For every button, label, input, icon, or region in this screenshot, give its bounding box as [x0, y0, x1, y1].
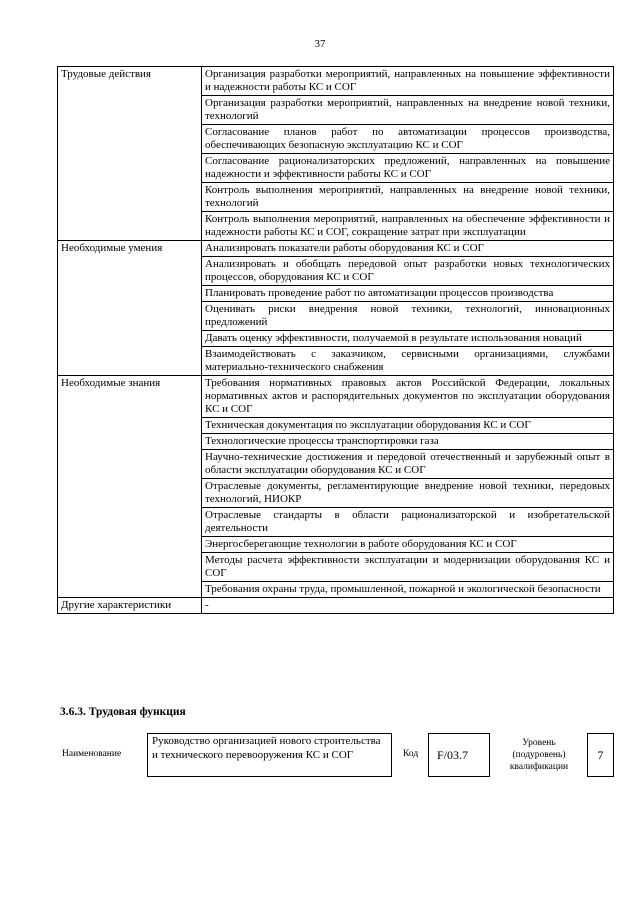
item-cell: Научно-технические достижения и передовой отечественный и зарубежный опыт в области эксплуатации оборудования КС и СОГ — [202, 450, 614, 479]
item-cell: Согласование планов работ по автоматизации процессов производства, обеспечивающих безопасную эксплуатацию КС и СОГ — [202, 125, 614, 154]
item-cell: Техническая документация по эксплуатации оборудования КС и СОГ — [202, 418, 614, 434]
item-cell: Анализировать и обобщать передовой опыт разработки новых технологических процессов, оборудования КС и СОГ — [202, 257, 614, 286]
name-label: Наименование — [62, 749, 122, 759]
item-cell: Требования охраны труда, промышленной, пожарной и экологической безопасности — [202, 582, 614, 598]
item-cell: Отраслевые документы, регламентирующие внедрение новой техники, передовых технологий, НИОКР — [202, 479, 614, 508]
section-heading: 3.6.3. Трудовая функция — [60, 706, 186, 718]
item-cell: Давать оценку эффективности, получаемой в результате использования новаций — [202, 331, 614, 347]
level-label: Уровень (подуровень) квалификации — [509, 738, 569, 772]
item-cell: Организация разработки мероприятий, направленных на повышение эффективности и надежности работы КС и СОГ — [202, 67, 614, 96]
function-code-box: F/03.7 — [428, 733, 490, 777]
item-cell: Контроль выполнения мероприятий, направленных на внедрение новой техники, технологий — [202, 183, 614, 212]
function-name-box: Руководство организацией нового строительства и технического перевооружения КС и СОГ — [147, 733, 392, 777]
item-cell: - — [202, 598, 614, 614]
item-cell: Технологические процессы транспортировки газа — [202, 434, 614, 450]
table-row — [58, 241, 614, 257]
code-label: Код — [403, 749, 419, 759]
category-cell: Необходимые умения — [58, 241, 202, 376]
item-cell: Контроль выполнения мероприятий, направленных на обеспечение эффективности и надежности работы КС и СОГ, сокращение затрат при эксплуатации — [202, 212, 614, 241]
item-cell: Требования нормативных правовых актов Российской Федерации, локальных нормативных актов и распорядительных документов по эксплуатации оборудования КС и СОГ — [202, 376, 614, 418]
item-cell: Методы расчета эффективности эксплуатации и модернизации оборудования КС и СОГ — [202, 553, 614, 582]
qualification-level-box: 7 — [587, 733, 614, 777]
competency-table — [57, 66, 614, 614]
item-cell: Согласование рационализаторских предложений, направленных на повышение надежности и эффективности работы КС и СОГ — [202, 154, 614, 183]
item-cell: Взаимодействовать с заказчиком, сервисными организациями, службами материально-технического снабжения — [202, 347, 614, 376]
item-cell: Отраслевые стандарты в области рационализаторской и изобретательской деятельности — [202, 508, 614, 537]
item-cell: Энергосберегающие технологии в работе оборудования КС и СОГ — [202, 537, 614, 553]
item-cell: Анализировать показатели работы оборудования КС и СОГ — [202, 241, 614, 257]
item-cell: Планировать проведение работ по автоматизации процессов производства — [202, 286, 614, 302]
category-cell: Трудовые действия — [58, 67, 202, 241]
table-row — [58, 67, 614, 96]
category-cell: Необходимые знания — [58, 376, 202, 598]
page-number: 37 — [314, 38, 326, 50]
table-row — [58, 376, 614, 418]
item-cell: Организация разработки мероприятий, направленных на внедрение новой техники, технологий — [202, 96, 614, 125]
item-cell: Оценивать риски внедрения новой техники, технологий, инновационных предложений — [202, 302, 614, 331]
category-cell: Другие характеристики — [58, 598, 202, 614]
table-row — [58, 598, 614, 614]
